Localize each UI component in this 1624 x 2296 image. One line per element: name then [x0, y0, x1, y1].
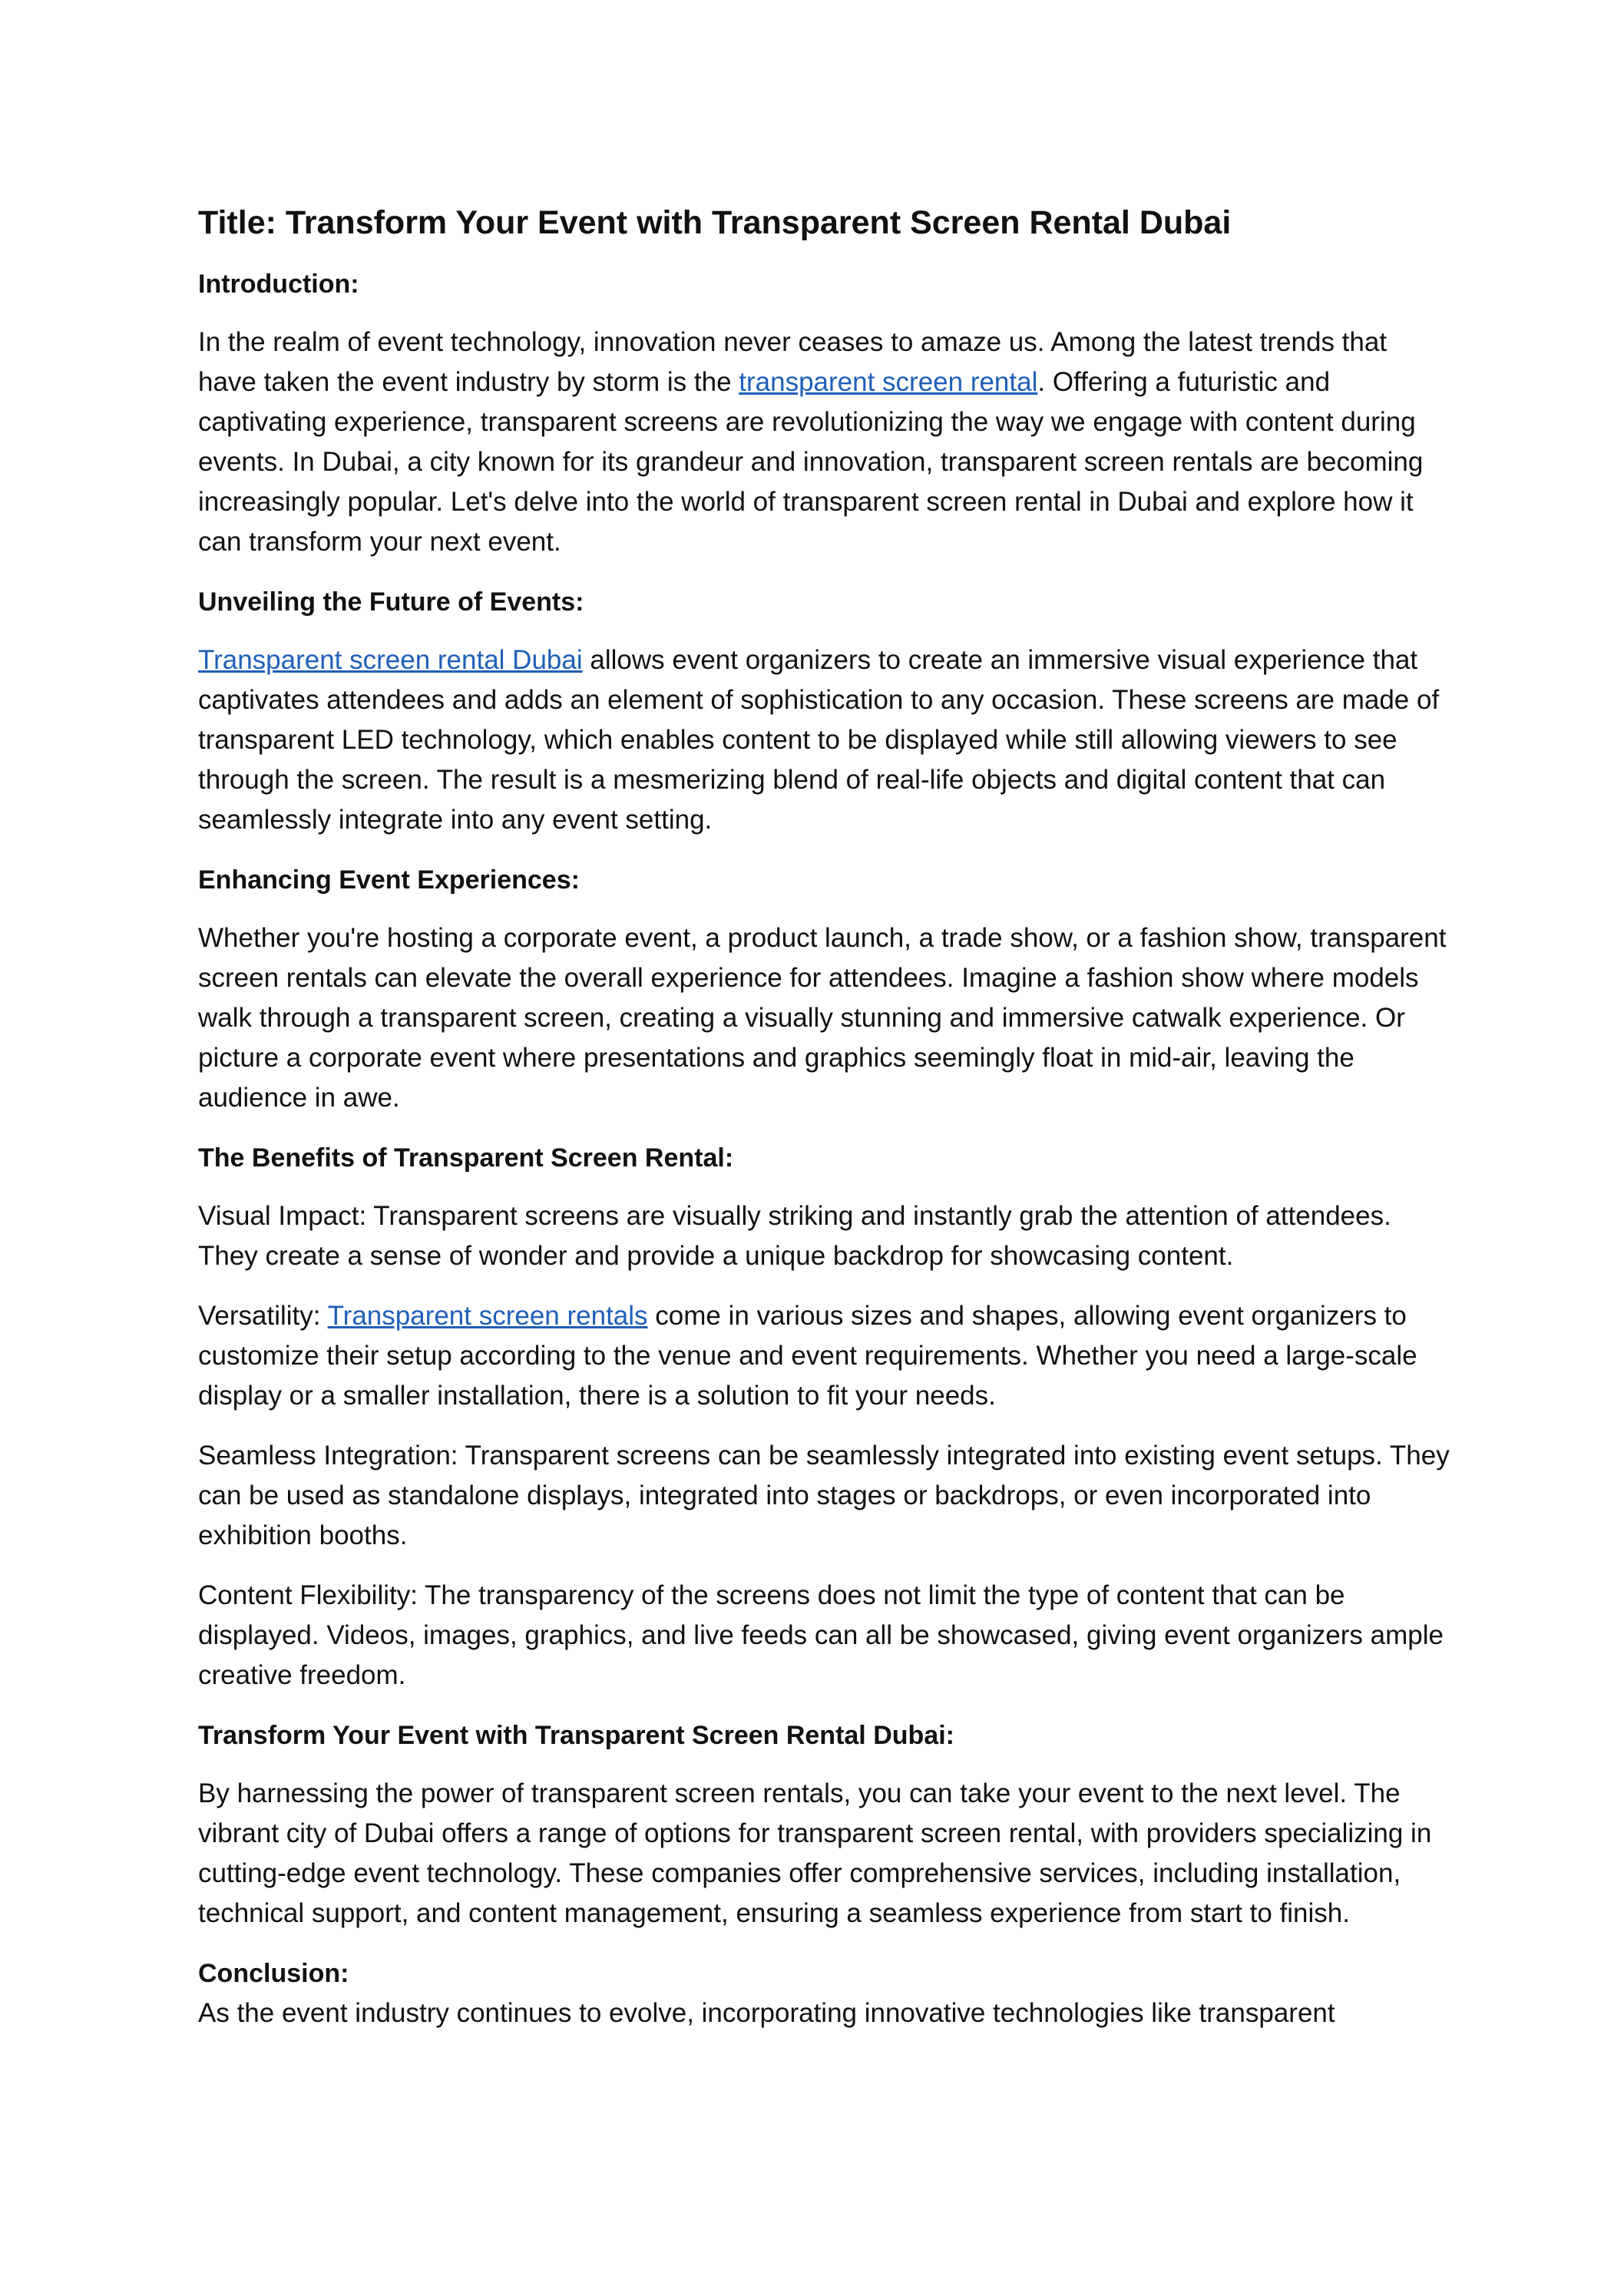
introduction-heading: Introduction:	[198, 270, 359, 299]
transparent-screen-rental-link[interactable]: transparent screen rental	[739, 367, 1038, 397]
unveiling-text: allows event organizers to create an immersive visual experience that captivates attendees and adds an element of sophistication to any occasion. These screens are made of transparent LED technology, which enables content to be displayed while still allowing viewers to see through the screen. The result is a mesmerizing blend of real-life objects and digital content that can seamlessly integrate into any event setting.	[198, 645, 1440, 835]
content-flexibility-paragraph: Content Flexibility: The transparency of the screens does not limit the type of content that can be displayed. Videos, images, graphics, and live feeds can all be showcased, giving event organizers ample creative freedom.	[198, 1580, 1444, 1690]
benefits-heading: The Benefits of Transparent Screen Rental:	[198, 1143, 734, 1173]
unveiling-paragraph	[198, 640, 1450, 840]
transparent-screen-rentals-link[interactable]: Transparent screen rentals	[327, 1301, 648, 1331]
enhancing-paragraph: Whether you're hosting a corporate event, a product launch, a trade show, or a fashion show, transparent screen rentals can elevate the overall experience for attendees. Imagine a fashion show where models walk through a transparent screen, creating a visually stunning and immersive catwalk experience. Or picture a corporate event where presentations and graphics seemingly float in mid-air, leaving the audience in awe.	[198, 923, 1447, 1113]
introduction-text-start: In the realm of event technology, innovation never ceases to amaze us. Among the latest trends that have taken the event industry by storm is the	[198, 327, 1388, 397]
introduction-text-end: . Offering a futuristic and captivating experience, transparent screens are revolutionizing the way we engage with content during events. In Dubai, a city known for its grandeur and innovation, transparent screen rentals are becoming increasingly popular. Let's delve into the world of transparent screen rental in Dubai and explore how it can transform your next event.	[198, 367, 1424, 557]
visual-impact-paragraph: Visual Impact: Transparent screens are visually striking and instantly grab the attention of attendees. They create a sense of wonder and provide a unique backdrop for showcasing content.	[198, 1201, 1391, 1271]
unveiling-heading: Unveiling the Future of Events:	[198, 587, 584, 617]
versatility-text: come in various sizes and shapes, allowing event organizers to customize their setup according to the venue and event requirements. Whether you need a large-scale display or a smaller installation, there is a solution to fit your needs.	[198, 1301, 1417, 1411]
conclusion-heading: Conclusion:	[198, 1959, 349, 1988]
document-title: Title: Transform Your Event with Transparent Screen Rental Dubai	[198, 204, 1232, 241]
document-body	[198, 198, 1450, 2053]
transform-paragraph: By harnessing the power of transparent screen rentals, you can take your event to the next level. The vibrant city of Dubai offers a range of options for transparent screen rental, with providers specializing in cutting-edge event technology. These companies offer comprehensive services, including installation, technical support, and content management, ensuring a seamless experience from start to finish.	[198, 1778, 1432, 1928]
transparent-screen-rental-dubai-link[interactable]: Transparent screen rental Dubai	[198, 645, 583, 675]
conclusion-paragraph: As the event industry continues to evolve, incorporating innovative technologies like transparent	[198, 1998, 1335, 2028]
versatility-label: Versatility:	[198, 1301, 328, 1331]
versatility-paragraph	[198, 1296, 1450, 1416]
seamless-integration-paragraph: Seamless Integration: Transparent screens can be seamlessly integrated into existing event setups. They can be used as standalone displays, integrated into stages or backdrops, or even incorporated into exhibition booths.	[198, 1441, 1450, 1550]
enhancing-heading: Enhancing Event Experiences:	[198, 865, 580, 895]
introduction-paragraph	[198, 323, 1450, 562]
transform-heading: Transform Your Event with Transparent Screen Rental Dubai:	[198, 1721, 954, 1750]
